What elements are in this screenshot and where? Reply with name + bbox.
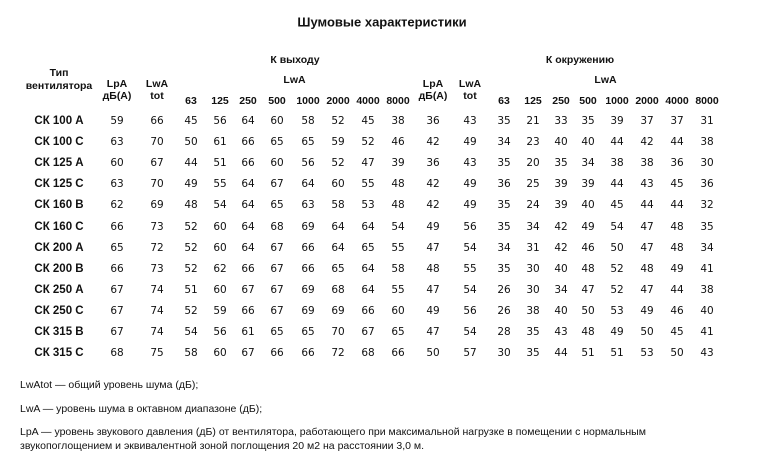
cell-surround: 42 bbox=[554, 220, 568, 233]
cell-surround: 40 bbox=[581, 136, 595, 149]
cell-surround: 30 bbox=[700, 157, 714, 170]
cell-outlet: 52 bbox=[361, 136, 375, 149]
header-freq-surround: 8000 bbox=[695, 95, 719, 107]
cell-outlet: 45 bbox=[184, 115, 198, 127]
header-freq-surround: 4000 bbox=[665, 95, 689, 107]
row-type: СК 100 А bbox=[34, 115, 84, 127]
cell-surround: 42 bbox=[426, 199, 440, 212]
cell-surround: 34 bbox=[526, 220, 540, 233]
cell-surround: 35 bbox=[581, 115, 595, 127]
cell-surround: 46 bbox=[670, 304, 684, 317]
cell-surround: 30 bbox=[497, 347, 511, 360]
cell-surround: 28 bbox=[497, 326, 511, 338]
cell-surround: 34 bbox=[700, 241, 714, 254]
cell-outlet: 61 bbox=[213, 136, 227, 149]
cell-outlet: 66 bbox=[301, 262, 315, 275]
header-freq-outlet: 8000 bbox=[386, 95, 410, 107]
cell-outlet: 69 bbox=[301, 220, 315, 233]
cell-outlet: 58 bbox=[391, 262, 405, 275]
cell-outlet: 55 bbox=[391, 241, 405, 254]
cell-outlet: 48 bbox=[391, 178, 405, 191]
cell-outlet: 63 bbox=[110, 178, 124, 191]
cell-outlet: 64 bbox=[331, 220, 345, 233]
header-freq-outlet: 250 bbox=[239, 95, 257, 107]
note-lwa: LwA — уровень шума в октавном диапазоне (дБ); bbox=[20, 403, 263, 415]
header-surround: К окружению bbox=[545, 54, 615, 66]
cell-surround: 40 bbox=[554, 262, 568, 275]
header-freq-outlet: 63 bbox=[185, 95, 197, 107]
cell-surround: 35 bbox=[497, 157, 511, 170]
cell-outlet: 66 bbox=[110, 262, 124, 275]
cell-surround: 35 bbox=[554, 157, 568, 170]
cell-outlet: 66 bbox=[361, 304, 375, 317]
cell-outlet: 65 bbox=[270, 326, 284, 338]
cell-surround: 40 bbox=[581, 199, 595, 212]
cell-surround: 54 bbox=[610, 220, 624, 233]
cell-surround: 40 bbox=[554, 136, 568, 149]
cell-outlet: 55 bbox=[361, 178, 375, 191]
cell-outlet: 67 bbox=[270, 241, 284, 254]
cell-surround: 31 bbox=[700, 115, 714, 127]
cell-surround: 35 bbox=[497, 115, 511, 127]
cell-surround: 43 bbox=[700, 347, 714, 360]
cell-surround: 35 bbox=[497, 199, 511, 212]
header-lwa-surround: LwA bbox=[594, 74, 617, 86]
cell-surround: 39 bbox=[554, 178, 568, 191]
cell-outlet: 68 bbox=[270, 220, 284, 233]
cell-surround: 39 bbox=[581, 178, 595, 191]
cell-surround: 34 bbox=[497, 241, 511, 254]
cell-outlet: 75 bbox=[150, 347, 164, 360]
cell-outlet: 60 bbox=[391, 304, 405, 317]
cell-surround: 25 bbox=[526, 178, 540, 191]
cell-surround: 48 bbox=[640, 262, 654, 275]
cell-surround: 34 bbox=[554, 283, 568, 296]
cell-outlet: 60 bbox=[270, 115, 284, 127]
cell-outlet: 69 bbox=[301, 283, 315, 296]
cell-surround: 32 bbox=[700, 199, 714, 212]
cell-surround: 47 bbox=[426, 283, 440, 296]
cell-surround: 46 bbox=[581, 241, 595, 254]
cell-outlet: 65 bbox=[110, 241, 124, 254]
cell-outlet: 63 bbox=[301, 199, 315, 212]
cell-outlet: 64 bbox=[241, 178, 255, 191]
cell-outlet: 63 bbox=[110, 136, 124, 149]
header-lwatot-surround: LwA bbox=[458, 78, 482, 90]
cell-outlet: 61 bbox=[241, 326, 255, 338]
cell-surround: 49 bbox=[670, 262, 684, 275]
header-freq-surround: 2000 bbox=[635, 95, 659, 107]
cell-surround: 45 bbox=[610, 199, 624, 212]
cell-surround: 47 bbox=[640, 220, 654, 233]
cell-surround: 54 bbox=[463, 283, 477, 296]
header-lpa-surround: дБ(А) bbox=[418, 90, 448, 102]
row-type: СК 125 С bbox=[34, 178, 84, 191]
cell-surround: 50 bbox=[640, 326, 654, 338]
cell-outlet: 64 bbox=[241, 241, 255, 254]
cell-outlet: 72 bbox=[150, 241, 164, 254]
cell-surround: 42 bbox=[426, 178, 440, 191]
cell-outlet: 69 bbox=[150, 199, 164, 212]
cell-surround: 53 bbox=[610, 304, 624, 317]
cell-surround: 44 bbox=[670, 283, 684, 296]
cell-outlet: 66 bbox=[391, 347, 405, 360]
cell-outlet: 65 bbox=[301, 136, 315, 149]
header-lpa-outlet: дБ(А) bbox=[102, 90, 132, 102]
cell-outlet: 65 bbox=[361, 241, 375, 254]
cell-outlet: 67 bbox=[110, 283, 124, 296]
cell-outlet: 50 bbox=[184, 136, 198, 149]
header-freq-outlet: 500 bbox=[268, 95, 286, 107]
cell-surround: 44 bbox=[610, 178, 624, 191]
cell-outlet: 52 bbox=[184, 241, 198, 254]
row-type: СК 160 С bbox=[34, 220, 84, 233]
cell-surround: 52 bbox=[610, 262, 624, 275]
cell-surround: 48 bbox=[581, 326, 595, 338]
cell-outlet: 67 bbox=[270, 262, 284, 275]
cell-surround: 20 bbox=[526, 157, 540, 170]
cell-surround: 37 bbox=[640, 115, 654, 127]
cell-outlet: 69 bbox=[331, 304, 345, 317]
cell-outlet: 67 bbox=[361, 326, 375, 338]
cell-surround: 43 bbox=[463, 157, 477, 170]
cell-outlet: 64 bbox=[361, 262, 375, 275]
cell-outlet: 45 bbox=[361, 115, 375, 127]
cell-outlet: 74 bbox=[150, 283, 164, 296]
cell-outlet: 52 bbox=[184, 220, 198, 233]
header-freq-outlet: 125 bbox=[211, 95, 229, 107]
cell-outlet: 54 bbox=[213, 199, 227, 212]
cell-surround: 36 bbox=[426, 115, 440, 127]
header-freq-surround: 63 bbox=[498, 95, 510, 107]
header-lpa-surround: LpA bbox=[422, 78, 444, 90]
cell-outlet: 66 bbox=[150, 115, 164, 127]
header-freq-outlet: 4000 bbox=[356, 95, 380, 107]
cell-outlet: 60 bbox=[270, 157, 284, 170]
cell-outlet: 66 bbox=[241, 304, 255, 317]
cell-outlet: 73 bbox=[150, 262, 164, 275]
cell-surround: 43 bbox=[463, 115, 477, 127]
cell-surround: 21 bbox=[526, 115, 540, 127]
header-lwatot-surround: tot bbox=[463, 90, 477, 102]
cell-outlet: 70 bbox=[150, 136, 164, 149]
row-type: СК 200 В bbox=[34, 262, 84, 275]
cell-outlet: 66 bbox=[241, 157, 255, 170]
cell-outlet: 52 bbox=[331, 157, 345, 170]
cell-surround: 34 bbox=[581, 157, 595, 170]
note-lwatot: LwAtot — общий уровень шума (дБ); bbox=[20, 379, 199, 391]
cell-outlet: 60 bbox=[110, 157, 124, 170]
cell-outlet: 64 bbox=[361, 283, 375, 296]
cell-surround: 23 bbox=[526, 136, 540, 149]
cell-surround: 54 bbox=[463, 326, 477, 338]
cell-surround: 44 bbox=[610, 136, 624, 149]
row-type: СК 315 С bbox=[34, 347, 84, 360]
cell-surround: 56 bbox=[463, 220, 477, 233]
cell-outlet: 56 bbox=[301, 157, 315, 170]
cell-outlet: 69 bbox=[301, 304, 315, 317]
cell-outlet: 66 bbox=[270, 347, 284, 360]
cell-outlet: 67 bbox=[270, 178, 284, 191]
header-lwatot-outlet: tot bbox=[150, 90, 164, 102]
cell-surround: 52 bbox=[610, 283, 624, 296]
cell-outlet: 74 bbox=[150, 326, 164, 338]
cell-surround: 38 bbox=[700, 136, 714, 149]
cell-surround: 39 bbox=[610, 115, 624, 127]
cell-outlet: 66 bbox=[301, 347, 315, 360]
header-freq-outlet: 2000 bbox=[326, 95, 350, 107]
row-type: СК 315 В bbox=[34, 326, 84, 338]
cell-outlet: 64 bbox=[241, 220, 255, 233]
cell-surround: 39 bbox=[554, 199, 568, 212]
cell-outlet: 55 bbox=[391, 283, 405, 296]
cell-outlet: 53 bbox=[361, 199, 375, 212]
cell-outlet: 46 bbox=[391, 136, 405, 149]
cell-outlet: 62 bbox=[110, 199, 124, 212]
cell-surround: 54 bbox=[463, 241, 477, 254]
cell-surround: 50 bbox=[426, 347, 440, 360]
cell-outlet: 60 bbox=[213, 347, 227, 360]
cell-surround: 38 bbox=[610, 157, 624, 170]
cell-outlet: 67 bbox=[241, 283, 255, 296]
cell-surround: 47 bbox=[640, 241, 654, 254]
cell-surround: 36 bbox=[426, 157, 440, 170]
header-freq-outlet: 1000 bbox=[296, 95, 320, 107]
cell-surround: 49 bbox=[610, 326, 624, 338]
cell-outlet: 60 bbox=[331, 178, 345, 191]
cell-surround: 34 bbox=[497, 136, 511, 149]
cell-outlet: 73 bbox=[150, 220, 164, 233]
cell-outlet: 67 bbox=[241, 347, 255, 360]
cell-outlet: 65 bbox=[391, 326, 405, 338]
cell-surround: 42 bbox=[640, 136, 654, 149]
header-freq-surround: 500 bbox=[579, 95, 597, 107]
cell-outlet: 58 bbox=[331, 199, 345, 212]
cell-surround: 53 bbox=[640, 347, 654, 360]
cell-outlet: 60 bbox=[213, 241, 227, 254]
cell-surround: 43 bbox=[640, 178, 654, 191]
header-outlet: К выходу bbox=[270, 54, 320, 66]
cell-outlet: 64 bbox=[301, 178, 315, 191]
cell-outlet: 62 bbox=[213, 262, 227, 275]
header-lwatot-outlet: LwA bbox=[145, 78, 169, 90]
row-type: СК 100 С bbox=[34, 136, 84, 149]
row-type: СК 250 С bbox=[34, 304, 84, 317]
cell-surround: 35 bbox=[526, 347, 540, 360]
cell-surround: 50 bbox=[581, 304, 595, 317]
cell-surround: 36 bbox=[497, 178, 511, 191]
cell-outlet: 51 bbox=[184, 283, 198, 296]
cell-surround: 51 bbox=[610, 347, 624, 360]
cell-outlet: 56 bbox=[213, 326, 227, 338]
cell-surround: 44 bbox=[670, 199, 684, 212]
cell-outlet: 44 bbox=[184, 157, 198, 170]
cell-outlet: 74 bbox=[150, 304, 164, 317]
cell-outlet: 58 bbox=[184, 347, 198, 360]
row-type: СК 200 А bbox=[34, 241, 84, 254]
cell-outlet: 59 bbox=[331, 136, 345, 149]
cell-outlet: 64 bbox=[241, 115, 255, 127]
cell-surround: 30 bbox=[526, 283, 540, 296]
cell-surround: 35 bbox=[497, 220, 511, 233]
cell-surround: 40 bbox=[554, 304, 568, 317]
cell-outlet: 72 bbox=[331, 347, 345, 360]
cell-surround: 24 bbox=[526, 199, 540, 212]
cell-surround: 38 bbox=[526, 304, 540, 317]
cell-surround: 41 bbox=[700, 326, 714, 338]
cell-surround: 42 bbox=[426, 136, 440, 149]
cell-surround: 49 bbox=[463, 136, 477, 149]
cell-outlet: 58 bbox=[301, 115, 315, 127]
cell-surround: 40 bbox=[700, 304, 714, 317]
header-freq-surround: 125 bbox=[524, 95, 542, 107]
cell-outlet: 67 bbox=[270, 283, 284, 296]
header-freq-surround: 250 bbox=[552, 95, 570, 107]
cell-surround: 57 bbox=[463, 347, 477, 360]
header-freq-surround: 1000 bbox=[605, 95, 629, 107]
cell-outlet: 66 bbox=[241, 262, 255, 275]
cell-outlet: 55 bbox=[213, 178, 227, 191]
cell-outlet: 66 bbox=[241, 136, 255, 149]
cell-outlet: 67 bbox=[110, 304, 124, 317]
cell-surround: 37 bbox=[670, 115, 684, 127]
cell-outlet: 68 bbox=[110, 347, 124, 360]
cell-surround: 38 bbox=[700, 283, 714, 296]
cell-outlet: 39 bbox=[391, 157, 405, 170]
header-lwa-outlet: LwA bbox=[283, 74, 306, 86]
cell-surround: 47 bbox=[426, 241, 440, 254]
cell-surround: 47 bbox=[426, 326, 440, 338]
note-lpa: LpA — уровень звукового давления (дБ) от вентилятора, работающего при максимальной нагрузке в помещении с нормальным звукопоглощением и эквивалентной зоной поглощения 20 м2 на расстоянии 3,0 м. bbox=[20, 426, 646, 452]
cell-surround: 44 bbox=[640, 199, 654, 212]
cell-outlet: 67 bbox=[110, 326, 124, 338]
header-type: вентилятора bbox=[25, 80, 93, 92]
row-type: СК 160 В bbox=[34, 199, 84, 212]
header-type: Тип bbox=[49, 67, 69, 79]
cell-outlet: 67 bbox=[270, 304, 284, 317]
cell-outlet: 60 bbox=[213, 283, 227, 296]
cell-surround: 48 bbox=[670, 241, 684, 254]
cell-outlet: 67 bbox=[150, 157, 164, 170]
cell-surround: 47 bbox=[640, 283, 654, 296]
cell-surround: 56 bbox=[463, 304, 477, 317]
cell-outlet: 65 bbox=[270, 199, 284, 212]
cell-outlet: 64 bbox=[241, 199, 255, 212]
cell-surround: 49 bbox=[640, 304, 654, 317]
cell-outlet: 60 bbox=[213, 220, 227, 233]
cell-surround: 45 bbox=[670, 178, 684, 191]
page-title: Шумовые характеристики bbox=[297, 14, 467, 30]
cell-outlet: 59 bbox=[110, 115, 124, 127]
cell-surround: 35 bbox=[526, 326, 540, 338]
cell-outlet: 38 bbox=[391, 115, 405, 127]
cell-surround: 36 bbox=[700, 178, 714, 191]
cell-outlet: 54 bbox=[184, 326, 198, 338]
cell-surround: 49 bbox=[426, 304, 440, 317]
cell-outlet: 56 bbox=[213, 115, 227, 127]
cell-surround: 51 bbox=[581, 347, 595, 360]
cell-outlet: 48 bbox=[184, 199, 198, 212]
cell-outlet: 59 bbox=[213, 304, 227, 317]
cell-surround: 42 bbox=[554, 241, 568, 254]
cell-surround: 49 bbox=[426, 220, 440, 233]
cell-outlet: 65 bbox=[331, 262, 345, 275]
cell-surround: 49 bbox=[463, 199, 477, 212]
cell-outlet: 65 bbox=[270, 136, 284, 149]
cell-surround: 36 bbox=[670, 157, 684, 170]
cell-outlet: 70 bbox=[150, 178, 164, 191]
cell-outlet: 47 bbox=[361, 157, 375, 170]
row-type: СК 125 А bbox=[34, 157, 84, 170]
cell-surround: 47 bbox=[581, 283, 595, 296]
cell-outlet: 66 bbox=[110, 220, 124, 233]
cell-surround: 44 bbox=[670, 136, 684, 149]
cell-outlet: 52 bbox=[331, 115, 345, 127]
cell-surround: 26 bbox=[497, 304, 511, 317]
cell-surround: 49 bbox=[463, 178, 477, 191]
cell-surround: 31 bbox=[526, 241, 540, 254]
cell-outlet: 68 bbox=[331, 283, 345, 296]
cell-surround: 41 bbox=[700, 262, 714, 275]
header-lpa-outlet: LpA bbox=[106, 78, 128, 90]
cell-outlet: 52 bbox=[184, 304, 198, 317]
cell-outlet: 65 bbox=[301, 326, 315, 338]
row-type: СК 250 А bbox=[34, 283, 84, 296]
cell-surround: 50 bbox=[670, 347, 684, 360]
cell-surround: 35 bbox=[497, 262, 511, 275]
cell-surround: 50 bbox=[610, 241, 624, 254]
cell-outlet: 66 bbox=[301, 241, 315, 254]
cell-outlet: 48 bbox=[391, 199, 405, 212]
cell-surround: 43 bbox=[554, 326, 568, 338]
cell-outlet: 49 bbox=[184, 178, 198, 191]
cell-surround: 55 bbox=[463, 262, 477, 275]
cell-outlet: 64 bbox=[361, 220, 375, 233]
cell-outlet: 68 bbox=[361, 347, 375, 360]
cell-surround: 26 bbox=[497, 283, 511, 296]
cell-surround: 48 bbox=[426, 262, 440, 275]
cell-surround: 30 bbox=[526, 262, 540, 275]
cell-surround: 44 bbox=[554, 347, 568, 360]
cell-surround: 33 bbox=[554, 115, 568, 127]
cell-outlet: 70 bbox=[331, 326, 345, 338]
cell-outlet: 52 bbox=[184, 262, 198, 275]
cell-outlet: 64 bbox=[331, 241, 345, 254]
cell-surround: 45 bbox=[670, 326, 684, 338]
cell-surround: 49 bbox=[581, 220, 595, 233]
cell-surround: 35 bbox=[700, 220, 714, 233]
cell-outlet: 54 bbox=[391, 220, 405, 233]
cell-surround: 48 bbox=[670, 220, 684, 233]
cell-surround: 48 bbox=[581, 262, 595, 275]
cell-outlet: 51 bbox=[213, 157, 227, 170]
cell-surround: 38 bbox=[640, 157, 654, 170]
